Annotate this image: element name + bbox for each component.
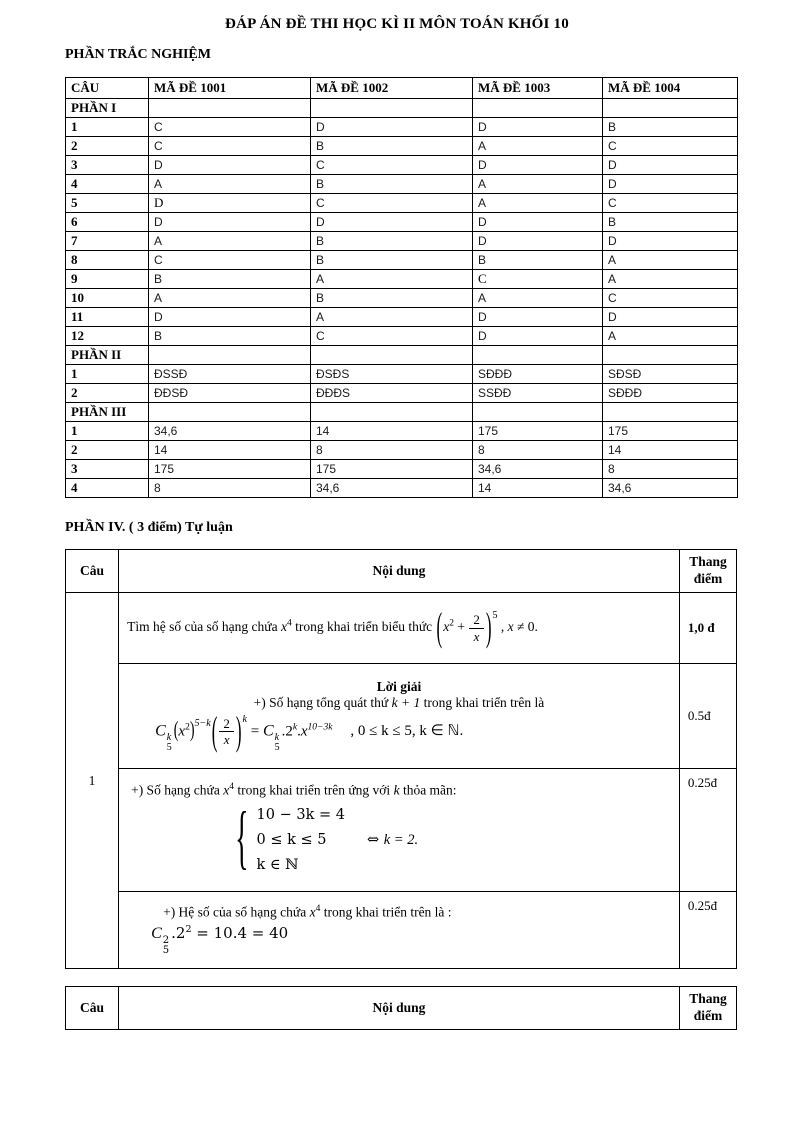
section-row <box>66 346 738 365</box>
essay-col-header-cau: Câu <box>66 550 119 593</box>
answer-cell: 34,6 <box>603 479 738 498</box>
section-row <box>66 403 738 422</box>
answer-cell: 175 <box>473 422 603 441</box>
answer-cell: 14 <box>311 422 473 441</box>
exp-4: 4 <box>315 904 321 915</box>
section-label: PHẦN II <box>66 346 149 365</box>
answer-cell: SĐĐĐ <box>603 384 738 403</box>
answer-cell: 8 <box>311 441 473 460</box>
math-exp-4: 4 <box>286 618 292 629</box>
answer-cell: C <box>149 251 311 270</box>
close-paren: ) <box>235 708 242 753</box>
answer-cell: A <box>603 270 738 289</box>
C-sup: k <box>166 732 172 744</box>
problem-row <box>66 593 737 664</box>
answer-cell: ĐSĐS <box>311 365 473 384</box>
C-sup-sub <box>167 733 172 753</box>
fraction <box>469 613 484 643</box>
col-header-made-1001: MÃ ĐỀ 1001 <box>149 78 311 99</box>
question-number: 12 <box>66 327 149 346</box>
open-paren: ( <box>211 708 218 753</box>
step2-score: 0.25đ <box>679 769 736 892</box>
answer-cell: A <box>603 251 738 270</box>
answer-cell: D <box>473 327 603 346</box>
thang-line1: Thang <box>689 991 727 1007</box>
question-number: 10 <box>66 289 149 308</box>
question-number: 11 <box>66 308 149 327</box>
answer-cell: 175 <box>311 460 473 479</box>
question-number: 3 <box>66 460 149 479</box>
answer-row <box>66 289 738 308</box>
col-header-made-1004: MÃ ĐỀ 1004 <box>603 78 738 99</box>
outer-exponent: 5 <box>492 610 498 622</box>
step1-text-b: trong khai triển trên là <box>423 694 545 710</box>
answer-cell: D <box>603 308 738 327</box>
answer-row <box>66 308 738 327</box>
answer-cell: C <box>473 270 603 289</box>
question-number: 1 <box>66 365 149 384</box>
k-equals-2: k = 2. <box>383 831 419 848</box>
spacer <box>0 969 794 986</box>
multiple-choice-heading: PHẦN TRẮC NGHIỆM <box>65 47 211 62</box>
answer-cell: A <box>149 232 311 251</box>
answer-cell: 8 <box>473 441 603 460</box>
solution-step1-row <box>66 664 737 769</box>
fraction-denominator: x <box>223 732 230 748</box>
close-paren: ) <box>485 604 492 650</box>
answer-cell: 14 <box>149 441 311 460</box>
step3-text-b: trong khai triển trên là : <box>323 904 452 920</box>
step3-formula <box>151 924 671 956</box>
question-number: 1 <box>66 593 119 969</box>
question-number: 1 <box>66 118 149 137</box>
C-sup: 2 <box>162 934 170 946</box>
solution-step2 <box>119 769 680 892</box>
math-k-plus-1: k + 1 <box>391 694 421 710</box>
answer-cell: A <box>473 175 603 194</box>
footer-col-header-noidung: Nội dung <box>119 987 680 1030</box>
k-condition: , 0 ≤ k ≤ 5, k ∈ ℕ. <box>350 723 464 740</box>
answer-cell: 175 <box>603 422 738 441</box>
step1-text <box>127 695 671 711</box>
answer-cell: D <box>473 232 603 251</box>
thang-line1: Thang <box>689 554 727 570</box>
answer-cell: D <box>473 156 603 175</box>
math-x-cond: x <box>507 619 514 635</box>
C-sub: 5 <box>274 742 280 754</box>
answer-cell: B <box>473 251 603 270</box>
answer-cell: D <box>473 118 603 137</box>
equals-sign: = <box>250 723 260 740</box>
question-number: 9 <box>66 270 149 289</box>
answer-cell: B <box>311 289 473 308</box>
answer-cell: C <box>149 137 311 156</box>
answer-cell: B <box>311 137 473 156</box>
solution-title: Lời giải <box>376 678 422 694</box>
answer-cell: C <box>603 137 738 156</box>
essay-col-header-noidung: Nội dung <box>119 550 680 593</box>
empty-cell <box>473 99 603 118</box>
answer-row <box>66 460 738 479</box>
answer-cell: C <box>311 194 473 213</box>
solution-step2-row <box>66 769 737 892</box>
step2-text-a: +) Số hạng chứa <box>131 782 220 798</box>
answer-cell: 34,6 <box>473 460 603 479</box>
answer-row <box>66 175 738 194</box>
answer-row <box>66 327 738 346</box>
question-number: 8 <box>66 251 149 270</box>
condition-system <box>235 799 671 879</box>
empty-cell <box>311 403 473 422</box>
step1-formula <box>155 708 671 754</box>
exp-2: 2 <box>185 923 192 935</box>
math-k: k <box>393 782 400 798</box>
answer-cell: B <box>311 232 473 251</box>
step2-text-c: thỏa mãn: <box>402 782 457 798</box>
footer-header-row <box>66 987 737 1030</box>
answer-cell: A <box>311 270 473 289</box>
answer-cell: B <box>149 327 311 346</box>
answer-cell: ĐĐSĐ <box>149 384 311 403</box>
fraction <box>219 717 234 747</box>
empty-cell <box>311 346 473 365</box>
footer-col-header-cau: Câu <box>66 987 119 1030</box>
exp-k: k <box>292 722 298 733</box>
answer-cell: D <box>603 175 738 194</box>
answer-cell: D <box>311 118 473 137</box>
page-title: ĐÁP ÁN ĐỀ THI HỌC KÌ II MÔN TOÁN KHỐI 10 <box>225 16 569 32</box>
dot: . <box>297 723 301 740</box>
exp-10-minus-3k: 10−3k <box>307 722 333 733</box>
question-number: 4 <box>66 175 149 194</box>
problem-score: 1,0 đ <box>679 593 736 664</box>
answer-table-header-row <box>66 78 738 99</box>
answer-row <box>66 118 738 137</box>
answer-row <box>66 194 738 213</box>
question-number: 7 <box>66 232 149 251</box>
equivalence-arrow: ⇔ <box>366 831 380 848</box>
answer-cell: ĐĐĐS <box>311 384 473 403</box>
answer-cell: B <box>603 118 738 137</box>
answer-cell: B <box>603 213 738 232</box>
answer-cell: B <box>311 251 473 270</box>
answer-cell: C <box>603 289 738 308</box>
answer-cell: 8 <box>149 479 311 498</box>
comma: , <box>500 619 505 635</box>
answer-cell: SĐSĐ <box>603 365 738 384</box>
col-header-made-1003: MÃ ĐỀ 1003 <box>473 78 603 99</box>
essay-header-row <box>66 550 737 593</box>
step2-text <box>131 782 671 799</box>
step1-text-a: +) Số hạng tổng quát thứ <box>253 694 389 710</box>
fraction-numerator: 2 <box>219 717 234 733</box>
answer-cell: B <box>149 270 311 289</box>
answer-cell: SSĐĐ <box>473 384 603 403</box>
solution-step1 <box>119 664 680 769</box>
C-sub: 5 <box>166 742 172 754</box>
answer-cell: A <box>603 327 738 346</box>
answer-cell: A <box>473 289 603 308</box>
empty-cell <box>149 403 311 422</box>
answer-table-body <box>66 99 738 498</box>
answer-cell: 14 <box>473 479 603 498</box>
exp-k: k <box>242 714 247 726</box>
math-x: x <box>280 619 287 635</box>
step2-text-b: trong khai triển trên ứng với <box>237 782 391 798</box>
C-sup: k <box>274 732 280 744</box>
empty-cell <box>603 346 738 365</box>
math-x: x <box>300 723 308 740</box>
step3-score: 0.25đ <box>679 892 736 969</box>
section-label: PHẦN III <box>66 403 149 422</box>
fraction-numerator: 2 <box>469 613 484 629</box>
answer-cell: A <box>149 289 311 308</box>
math-C: C <box>151 924 162 942</box>
answer-cell: D <box>603 156 738 175</box>
step1-score: 0.5đ <box>679 664 736 769</box>
solution-step3-row <box>66 892 737 969</box>
answer-cell: C <box>603 194 738 213</box>
question-number: 2 <box>66 384 149 403</box>
answer-cell: A <box>473 137 603 156</box>
section-label: PHẦN I <box>66 99 149 118</box>
question-number: 1 <box>66 422 149 441</box>
footer-essay-table <box>65 986 737 1030</box>
solution-step3 <box>119 892 680 969</box>
plus-sign: + <box>457 619 465 635</box>
answer-row <box>66 384 738 403</box>
answer-cell: 8 <box>603 460 738 479</box>
step3-text <box>163 904 671 921</box>
answer-cell: 34,6 <box>311 479 473 498</box>
math-x: x <box>178 723 186 740</box>
empty-cell <box>603 99 738 118</box>
answer-cell: B <box>311 175 473 194</box>
question-number: 6 <box>66 213 149 232</box>
answer-cell: ĐSSĐ <box>149 365 311 384</box>
thang-line2: điểm <box>693 571 723 586</box>
thang-line2: điểm <box>693 1008 723 1023</box>
answer-row <box>66 479 738 498</box>
system-line-3: k ∈ ℕ <box>256 856 299 873</box>
C-sub: 5 <box>162 944 170 956</box>
close-paren: ) <box>189 719 195 743</box>
math-x: x <box>223 782 230 798</box>
answer-cell: D <box>473 308 603 327</box>
math-C: C <box>262 722 274 740</box>
math-x: x <box>309 904 316 920</box>
question-number: 5 <box>66 194 149 213</box>
answer-row <box>66 251 738 270</box>
answer-cell: C <box>149 118 311 137</box>
dot: . <box>281 723 286 740</box>
answer-cell: A <box>473 194 603 213</box>
exp-5-minus-k: 5−k <box>194 718 211 730</box>
essay-table <box>65 549 737 969</box>
question-number: 2 <box>66 137 149 156</box>
answer-row <box>66 213 738 232</box>
math-x-base: x <box>443 619 450 635</box>
question-number: 3 <box>66 156 149 175</box>
system-lines <box>257 803 345 878</box>
answer-cell: D <box>603 232 738 251</box>
answer-row <box>66 232 738 251</box>
empty-cell <box>473 346 603 365</box>
answer-cell: D <box>473 213 603 232</box>
answer-cell: 175 <box>149 460 311 479</box>
system-line-2: 0 ≤ k ≤ 5 <box>256 831 327 848</box>
step3-text-a: +) Hệ số của số hạng chứa <box>163 904 307 920</box>
exp-4: 4 <box>229 782 234 793</box>
essay-col-header-thangdiem <box>679 550 736 593</box>
answer-row <box>66 365 738 384</box>
answer-cell: D <box>311 213 473 232</box>
result-value: = 10.4 = 40 <box>196 923 289 942</box>
math-exp-2: 2 <box>449 618 454 629</box>
answer-cell: 14 <box>603 441 738 460</box>
answer-cell: D <box>149 308 311 327</box>
answer-row <box>66 156 738 175</box>
answer-cell: C <box>311 156 473 175</box>
nonzero-condition: ≠ 0. <box>516 619 538 635</box>
open-paren: ( <box>436 604 443 650</box>
system-line-1: 10 − 3k = 4 <box>256 806 345 823</box>
answer-row <box>66 270 738 289</box>
empty-cell <box>311 99 473 118</box>
problem-text-before: Tìm hệ số của số hạng chứa <box>127 619 278 635</box>
problem-text-mid: trong khai triển biểu thức <box>295 619 433 635</box>
essay-section-heading: PHẦN IV. ( 3 điểm) Tự luận <box>65 520 233 535</box>
exp-2: 2 <box>185 722 190 733</box>
answer-cell: 34,6 <box>149 422 311 441</box>
answer-cell: C <box>311 327 473 346</box>
problem-statement <box>119 593 680 664</box>
equivalence-result <box>367 832 418 849</box>
C-sup-sub <box>275 733 280 753</box>
open-paren: ( <box>173 719 179 743</box>
empty-cell <box>603 403 738 422</box>
answer-row <box>66 441 738 460</box>
answer-row <box>66 137 738 156</box>
empty-cell <box>149 99 311 118</box>
question-number: 2 <box>66 441 149 460</box>
dot-two: .2 <box>171 923 186 942</box>
section-row <box>66 99 738 118</box>
answer-key-table <box>65 77 738 498</box>
col-header-made-1002: MÃ ĐỀ 1002 <box>311 78 473 99</box>
question-number: 4 <box>66 479 149 498</box>
col-header-cau: CÂU <box>66 78 149 99</box>
math-C: C <box>155 722 166 740</box>
answer-row <box>66 422 738 441</box>
answer-cell: A <box>311 308 473 327</box>
empty-cell <box>149 346 311 365</box>
answer-cell: D <box>149 213 311 232</box>
num-2: 2 <box>285 723 293 740</box>
answer-cell: D <box>149 194 311 213</box>
answer-cell: A <box>149 175 311 194</box>
C-sup-sub <box>163 936 169 956</box>
system-brace: { <box>235 799 249 879</box>
answer-cell: SĐĐĐ <box>473 365 603 384</box>
empty-cell <box>473 403 603 422</box>
footer-col-header-thangdiem <box>679 987 736 1030</box>
answer-cell: D <box>149 156 311 175</box>
fraction-denominator: x <box>473 628 480 644</box>
